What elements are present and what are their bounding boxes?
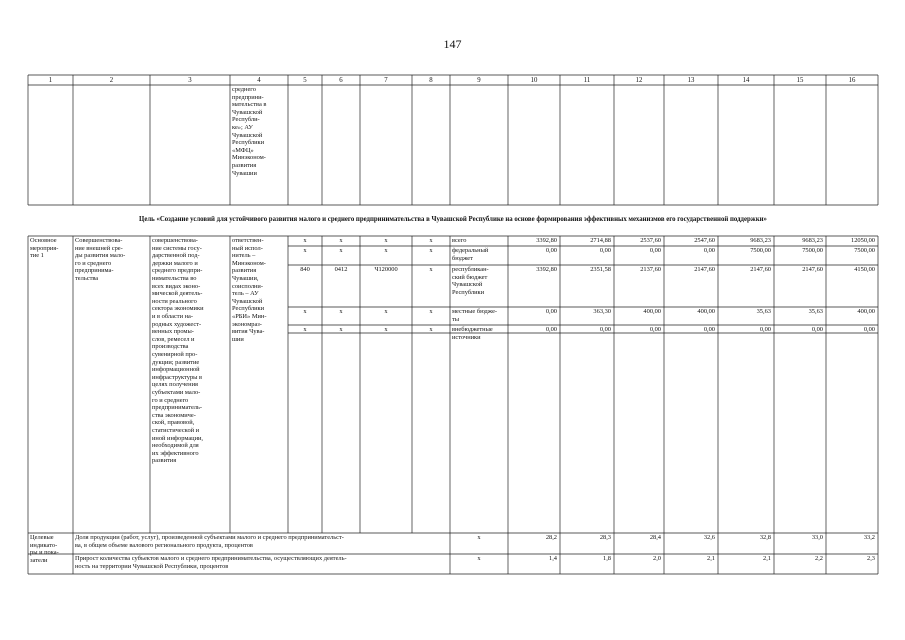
column-header: 15 (796, 76, 804, 84)
finance-value: 2537,60 (640, 237, 661, 244)
budget-code: x (429, 237, 433, 244)
budget-code: x (339, 308, 343, 315)
event-description: иной информации, (152, 434, 204, 442)
finance-value: 2714,88 (590, 237, 611, 244)
indicator-value: 28,4 (649, 534, 661, 541)
event-description: сектора экономики (152, 305, 204, 313)
finance-value: 363,30 (593, 308, 611, 315)
page-number: 147 (443, 37, 462, 51)
indicator-value: 2,3 (867, 555, 875, 562)
event-executor: ответствен- (232, 237, 264, 244)
column-header: 1 (48, 76, 53, 84)
finance-value: 35,63 (756, 308, 771, 315)
finance-value: 7500,00 (750, 247, 771, 254)
indicator-value: 32,6 (703, 534, 715, 541)
event-name: ние внешней сре- (75, 244, 123, 252)
funding-source: Чувашской (452, 281, 483, 289)
indicator-value: 2,1 (707, 555, 715, 562)
finance-value: 400,00 (697, 308, 715, 315)
finance-value: 400,00 (857, 308, 875, 315)
event-description: производства (152, 343, 189, 351)
indicator-name: ва, в общем объеме валового регионального продукта, процентов (75, 541, 253, 549)
event-description: статистической и (152, 427, 200, 434)
budget-code: x (339, 326, 343, 333)
budget-code: 840 (300, 266, 310, 273)
finance-value: 9683,23 (802, 237, 823, 244)
column-header: 9 (477, 76, 481, 84)
event-description: нимательства во (152, 275, 197, 282)
finance-value: 7500,00 (802, 247, 823, 254)
event-executor: нитель – (232, 252, 256, 260)
event-executor: ный испол- (232, 244, 263, 252)
cell-text: Чувашии (232, 169, 257, 177)
budget-code: x (429, 247, 433, 254)
cell-text: развития (232, 162, 257, 169)
cell-text: «МФЦ» (232, 146, 254, 154)
event-name: ды развития мало- (75, 252, 126, 260)
event-description: их эффективного (152, 449, 199, 457)
finance-value: 0,00 (811, 326, 823, 333)
event-description: родных художест- (152, 320, 202, 328)
column-header: 16 (848, 76, 856, 84)
event-label: мероприя- (30, 244, 59, 252)
column-header: 7 (384, 76, 388, 84)
indicator-value: 2,1 (763, 555, 771, 562)
event-description: развития (152, 457, 177, 465)
event-description: мической деятель- (152, 290, 203, 298)
event-name: предпринима- (75, 267, 114, 275)
funding-source: ты (452, 315, 460, 323)
cell-text: среднего (232, 86, 256, 93)
event-description: необходимой для (152, 442, 199, 450)
budget-code: x (384, 326, 388, 333)
funding-source: ский бюджет (452, 273, 488, 281)
event-name: Совершенствова- (75, 237, 123, 244)
event-executor: Чувашии, (232, 275, 259, 282)
event-executor: развития (232, 267, 257, 275)
finance-value: 2147,60 (750, 266, 771, 273)
event-description: дарственной под- (152, 252, 200, 260)
event-executor: «РБИ» Мин- (232, 313, 267, 320)
event-description: субъектами мало- (152, 389, 201, 396)
cell-text: мательства в (232, 101, 267, 109)
cell-text: Чувашской (232, 108, 263, 116)
event-description: информационной (152, 366, 200, 374)
column-header: 8 (429, 76, 433, 84)
budget-code: x (429, 326, 433, 333)
finance-value: 4150,00 (854, 266, 875, 273)
indicators-label: Целевые (30, 534, 54, 541)
finance-value: 2351,58 (590, 266, 611, 273)
event-description: предприниматель- (152, 404, 203, 412)
indicator-value: 1,4 (549, 555, 557, 562)
finance-value: 3392,80 (536, 266, 557, 273)
event-description: дукции; развитие (152, 358, 200, 366)
event-description: держки малого и (152, 259, 198, 267)
budget-code: x (429, 308, 433, 315)
indicator-name: Прирост количества субъектов малого и среднего предпринимательства, осуществляющих деятель- (75, 555, 347, 562)
budget-code: x (384, 247, 388, 254)
budget-code: x (429, 266, 433, 273)
event-name: тельства (75, 275, 99, 282)
column-header: 13 (687, 76, 695, 84)
finance-value: 3392,80 (536, 237, 557, 244)
event-description: венных промы- (152, 328, 194, 336)
indicator-value: 33,2 (863, 534, 875, 541)
funding-source: местные бюдже- (452, 308, 498, 315)
indicator-mark: x (477, 555, 481, 562)
event-description: целях получения (152, 381, 198, 389)
budget-code: x (303, 326, 307, 333)
event-description: го и среднего (152, 396, 189, 404)
finance-value: 0,00 (863, 326, 875, 333)
cell-text: Минэконом- (232, 154, 266, 162)
indicator-name: ность на территории Чувашской Республики, процентов (75, 562, 229, 570)
event-description: ние системы госу- (152, 244, 202, 252)
event-label: Основное (30, 237, 57, 244)
finance-value: 0,00 (649, 326, 661, 333)
indicators-label: ры и пока- (30, 549, 59, 557)
finance-value: 0,00 (759, 326, 771, 333)
indicator-value: 33,0 (811, 534, 823, 541)
column-header: 2 (109, 76, 114, 84)
funding-source: бюджет (452, 254, 473, 262)
indicator-value: 28,2 (545, 534, 557, 541)
column-header: 14 (742, 76, 750, 84)
finance-value: 2547,60 (694, 237, 715, 244)
event-description: ской, правовой, (152, 419, 195, 427)
event-description: ства экономиче- (152, 411, 196, 419)
column-header: 5 (303, 76, 307, 84)
indicators-label: затели (30, 556, 48, 564)
event-description: инфраструктуры в (152, 373, 203, 381)
funding-source: республикан- (452, 266, 489, 273)
budget-code: x (303, 247, 307, 254)
cell-text: Чувашской (232, 131, 263, 139)
budget-code: Ч120000 (374, 266, 398, 273)
indicator-value: 2,0 (653, 555, 661, 562)
event-name: го и среднего (75, 259, 112, 267)
indicator-value: 2,2 (815, 555, 823, 562)
funding-source: всего (452, 237, 467, 244)
event-executor: Чувашской (232, 297, 263, 305)
finance-value: 7500,00 (854, 247, 875, 254)
funding-source: внебюджетные (452, 326, 493, 333)
cell-text: Республики (232, 139, 265, 147)
event-description: сувенирной про- (152, 351, 198, 358)
indicator-value: 1,8 (603, 555, 611, 562)
event-executor: соисполни- (232, 282, 263, 290)
event-executor: экономраз- (232, 320, 262, 328)
event-description: всех видах эконо- (152, 282, 201, 290)
column-header: 10 (530, 76, 538, 84)
event-description: слов, ремесел и (152, 335, 195, 343)
finance-value: 0,00 (649, 247, 661, 254)
column-header: 11 (583, 76, 591, 84)
goal-title: Цель «Создание условий для устойчивого развития малого и среднего предпринимательства в Чувашской Республике на основе формирования эффективных механизмов его государственной поддержки» (139, 216, 767, 223)
budget-code: x (303, 237, 307, 244)
indicator-mark: x (477, 534, 481, 541)
finance-value: 0,00 (703, 247, 715, 254)
finance-value: 35,63 (808, 308, 823, 315)
indicator-name: Доля продукции (работ, услуг), произведенной субъектами малого и среднего предпринимательст- (75, 534, 344, 541)
cell-text: Республи- (232, 116, 260, 124)
finance-value: 0,00 (599, 326, 611, 333)
event-label: тие 1 (30, 252, 44, 260)
funding-source: федеральный (452, 247, 489, 254)
finance-value: 0,00 (599, 247, 611, 254)
event-executor: Минэконом- (232, 259, 266, 267)
finance-value: 12050,00 (851, 237, 875, 244)
column-header: 6 (339, 76, 343, 84)
budget-code: 0412 (334, 266, 348, 273)
finance-value: 2147,60 (802, 266, 823, 273)
event-description: и в области на- (152, 313, 193, 320)
finance-value: 0,00 (545, 326, 557, 333)
finance-value: 9683,23 (750, 237, 771, 244)
budget-code: x (339, 247, 343, 254)
finance-value: 0,00 (545, 247, 557, 254)
event-description: среднего предпри- (152, 267, 203, 275)
event-executor: вития Чува- (232, 328, 265, 336)
finance-value: 400,00 (643, 308, 661, 315)
event-executor: тель – АУ (232, 290, 259, 298)
finance-value: 2147,60 (694, 266, 715, 273)
event-executor: Республики (232, 305, 265, 313)
finance-value: 2137,60 (640, 266, 661, 273)
indicator-value: 28,3 (599, 534, 611, 541)
column-header: 3 (188, 76, 192, 84)
budget-code: x (384, 237, 388, 244)
indicators-label: индикато- (30, 541, 58, 549)
indicator-value: 32,8 (759, 534, 771, 541)
cell-text: ке»; АУ (232, 124, 253, 131)
funding-source: Республики (452, 288, 485, 296)
event-description: совершенствова- (152, 237, 198, 244)
event-description: ности реального (152, 297, 197, 305)
finance-value: 0,00 (545, 308, 557, 315)
budget-code: x (384, 308, 388, 315)
finance-value: 0,00 (703, 326, 715, 333)
cell-text: предприни- (232, 93, 264, 101)
funding-source: источники (452, 333, 481, 341)
column-header: 4 (257, 76, 261, 84)
event-executor: шии (232, 335, 244, 343)
budget-code: x (339, 237, 343, 244)
column-header: 12 (635, 76, 643, 84)
budget-code: x (303, 308, 307, 315)
